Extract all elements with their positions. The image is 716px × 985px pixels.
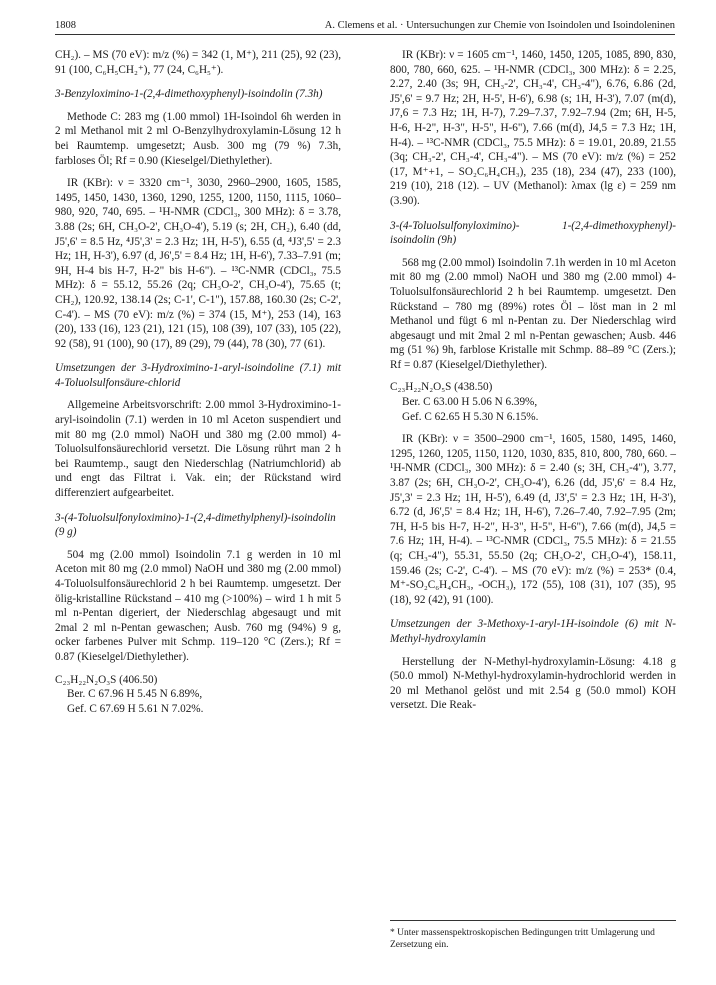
page-number: 1808 [55, 20, 76, 31]
calculated-row: Ber. C 67.96 H 5.45 N 6.89%, [67, 688, 203, 701]
right-column [390, 48, 676, 721]
molecular-formula: C₂₃H₂₂N₂O₅S (438.50) [390, 381, 493, 394]
paragraph-ms-continued: CH₂). – MS (70 eV): m/z (%) = 342 (1, M⁺), 211 (25), 92 (23), 91 (100, C₆H₅CH₂⁺), 77 (24, C₆H₅⁺). [55, 49, 341, 76]
section-title-methoxy-isoindole: Umsetzungen der 3-Methoxy-1-aryl-1H-isoindole (6) mit N-Methyl-hydroxylamin [390, 618, 676, 645]
left-column [55, 48, 341, 724]
elemental-analysis-9g [55, 673, 341, 717]
found-row: Gef. C 62.65 H 5.30 N 6.15%. [402, 410, 539, 423]
compound-title-9h: 3-(4-Toluolsulfonyloximino)- 1-(2,4-dimethoxyphenyl)-isoindolin (9h) [390, 219, 676, 247]
paragraph-methode-c: Methode C: 283 mg (1.00 mmol) 1H-Isoindol 6h werden in 2 ml Methanol mit 2 ml O-Benzylhydroxylamin-Lösung 12 h bei Raumtemp. umgesetzt; Ausb. 300 mg (79 %) 7.3h, farbloses Öl; Rf = 0.90 (Kieselgel/Diethylether). [55, 110, 341, 167]
paragraph-allgemeine-arbeitsvorschrift: Allgemeine Arbeitsvorschrift: 2.00 mmol 3-Hydroximino-1-aryl-isoindolin (7.1) werden in 10 ml Aceton suspendiert und mit 80 mg (2.0 mmol) NaOH und 380 mg (2.00 mmol) 4-Toluolsulfonsäurechlorid versetzt. Die Lösung rührt man 2 h bei Raumtemp., saugt den Niederschlag (Natriumchlorid) ab und engt das Filtrat i. Vak. ein; der Rückstand wird differenziert aufgearbeitet. [55, 399, 341, 500]
paragraph-ir-9g: IR (KBr): ν = 1605 cm⁻¹, 1460, 1450, 1205, 1085, 890, 830, 800, 780, 660, 625. – ¹H-NMR (CDCl₃, 300 MHz): δ = 2.25, 2.27, 2.40 (3s; 9H, CH₃-2', CH₃-4', CH₃-4"), 6.76, 6.86 (2d, J5',6' = 9.7 Hz; 2H, H-5', H-6'), 6.98 (s; 1H, H-3'), 7.07 (m(d), J7,6 = 7.3 Hz; 1H, H-7), 7.29–7.37, 7.92–7.94 (2m; 6H, H-5, H-6, H-2", H-3", H-5", H-6"), 7.66 (m(d), J4,5 = 7.3 Hz; 1H, H-4). – ¹³C-NMR (CDCl₃, 75.5 MHz): δ = 19.01, 20.89, 21.55 (3q; CH₃-2', CH₃-4', CH₃-4"). – MS (70 eV): m/z (%) = 252 (17, M⁺+1, – SO₂C₆H₄CH₃), 235 (18), 234 (47), 233 (100), 219 (10), 218 (12). – UV (Methanol): λmax (lg ε) = 259 nm (3.90). [390, 49, 676, 207]
running-header [55, 20, 675, 35]
calculated-row: Ber. C 63.00 H 5.06 N 6.39%, [402, 396, 538, 409]
compound-title-7-3h: 3-Benzyloximino-1-(2,4-dimethoxyphenyl)-isoindolin (7.3h) [55, 88, 323, 101]
paragraph-ir-7-3h: IR (KBr): ν = 3320 cm⁻¹, 3030, 2960–2900, 1605, 1585, 1495, 1450, 1430, 1360, 1290, 1255, 1200, 1150, 1115, 1060–980, 920, 740, 695. – ¹H-NMR (CDCl₃, 300 MHz): δ = 3.78, 3.88 (2s; 6H, CH₃O-2', CH₃O-4'), 5.19 (s; 2H, CH₂), 6.40 (dd, J5',6' = 8.5 Hz, ⁴J5',3' = 2.3 Hz; 1H, H-5'), 6.55 (d, ⁴J3',5' = 2.3 Hz; 1H, H-3'), 6.97 (d, J6',5' = 8.4 Hz; 1H, H-6'), 7.33–7.91 (m; 9H, H-4 bis H-7, H-2" bis H-6"). – ¹³C-NMR (CDCl₃, 75.5 MHz): δ = 55.12, 55.26 (2q; CH₃O-2', CH₃O-4'), 75.65 (t; CH₂), 120.92, 138.14 (2s; C-1', C-1"), 157.88, 160.30 (2s; C-2', C-4'). – MS (70 eV): m/z (%) = 374 (15, M⁺), 253 (14), 163 (20), 133 (16), 123 (21), 121 (15), 108 (39), 107 (33), 105 (22), 92 (58), 91 (100), 90 (17), 89 (29), 79 (44), 78 (30), 77 (61). [55, 177, 341, 350]
molecular-formula: C₂₃H₂₂N₂O₃S (406.50) [55, 673, 158, 686]
section-title-umsetzungen: Umsetzungen der 3-Hydroximino-1-aryl-isoindoline (7.1) mit 4-Toluolsulfonsäure-chlorid [55, 362, 341, 389]
paragraph-prep-9g: 504 mg (2.00 mmol) Isoindolin 7.1 g werden in 10 ml Aceton mit 80 mg (2.0 mmol) NaOH und 380 mg (2.00 mmol) 4-Toluolsulfonsäurechlorid 2 h bei Raumtemp. umgesetzt. Der ölig-kristalline Rückstand – 410 mg (>100%) – wird 1 h mit 5 ml n-Pentan digeriert, der Niederschlag abgesaugt und mit 2mal 2 ml n-Pentan gewaschen; Ausb. 760 mg (94%) 9 g, ocker farbenes Pulver mit Schmp. 119–120 °C (Zers.); Rf = 0.87 (Kieselgel/Diethylether). [55, 548, 341, 663]
running-head: A. Clemens et al. · Untersuchungen zur Chemie von Isoindolen und Isoindoleninen [324, 20, 675, 31]
paragraph-prep-9h: 568 mg (2.00 mmol) Isoindolin 7.1h werden in 10 ml Aceton mit 80 mg (2.00 mmol) NaOH und 380 mg (2.00 mmol) 4-Toluolsulfonsäurechlorid 2 h bei Raumtemp. umgesetzt. Den Rückstand – 780 mg (89%) rotes Öl – löst man in 2 ml Methanol und fügt 6 ml n-Pentan zu. Der Niederschlag wird abgesaugt und mit 2mal 2 ml n-Pentan gewaschen; Ausb. 446 mg (51 %) 9h, farblose Kristalle mit Schmp. 88–89 °C (Zers.); Rf = 0.87 (Kieselgel/Diethylether). [390, 256, 676, 371]
paragraph-ir-9h: IR (KBr): ν = 3500–2900 cm⁻¹, 1605, 1580, 1495, 1460, 1295, 1260, 1205, 1150, 1120, 1030, 835, 810, 800, 780, 660. – ¹H-NMR (CDCl₃, 300 MHz): δ = 2.40 (s; 3H, CH₃-4"), 3.77, 3.87 (2s; 6H, CH₃O-2', CH₃O-4'), 6.26 (dd, J5',6' = 8.4 Hz, J5',3' = 2.3 Hz; 1H, H-5'), 6.49 (d, J3',5' = 2.3 Hz; 1H, H-3'), 6.72 (d, J6',5' = 8.4 Hz; 1H, H-6'), 7.26–7.40, 7.92–7.95 (2m; 7H, H-5 bis H-7, H-2", H-3", H-5", H-6"), 7.66 (m(d), J4,5 = 7.6 Hz; 1H, H-4). – ¹³C-NMR (CDCl₃, 75.5 MHz): δ = 21.55 (q; CH₃-4"), 55.31, 55.50 (2q; CH₃O-2', CH₃O-4'), 158.11, 159.46 (2s; C-2', C-4'). – MS (70 eV): m/z (%) = 253* (0.4, M⁺-SO₂C₆H₄CH₃, -OCH₃), 172 (55), 108 (31), 107 (35), 95 (18), 92 (42), 91 (100). [390, 433, 676, 606]
elemental-analysis-9h [390, 380, 676, 424]
compound-title-9g: 3-(4-Toluolsulfonyloximino)-1-(2,4-dimethylphenyl)-isoindolin (9 g) [55, 511, 336, 539]
found-row: Gef. C 67.69 H 5.61 N 7.02%. [67, 702, 204, 715]
paragraph-herstellung: Herstellung der N-Methyl-hydroxylamin-Lösung: 4.18 g (50.0 mmol) N-Methyl-hydroxylamin-hydrochlorid werden in 20 ml Methanol gelöst und mit 2.54 g (50.0 mmol) KOH versetzt. Die Reak- [390, 655, 676, 712]
footnote: * Unter massenspektroskopischen Bedingungen tritt Umlagerung und Zersetzung ein. [390, 920, 676, 951]
